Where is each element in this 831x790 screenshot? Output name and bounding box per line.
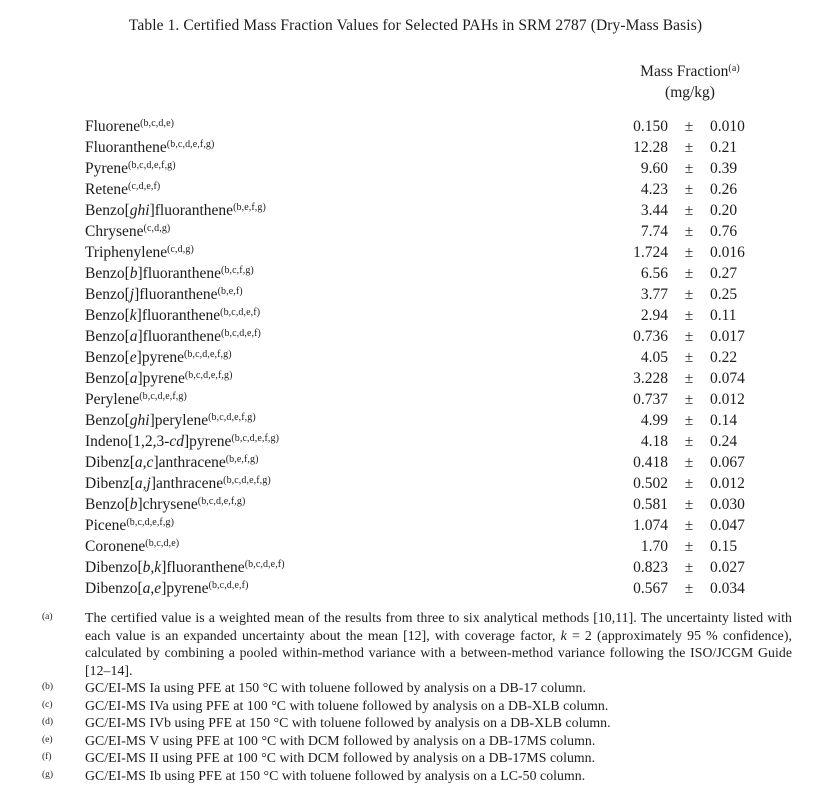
footnote-text: GC/EI-MS IVa using PFE at 100 °C with toluene followed by analysis on a DB-XLB column.	[85, 697, 609, 713]
compound-name-cell	[85, 431, 590, 452]
plus-minus-sign: ±	[684, 475, 694, 492]
compound-name: Benzo[b]fluoranthene	[85, 265, 222, 282]
plus-minus-sign: ±	[684, 202, 694, 219]
compound-name-cell	[85, 389, 590, 410]
uncertainty-value: 0.047	[710, 517, 745, 534]
compound-name-cell	[85, 557, 590, 578]
compound-name-cell	[85, 200, 590, 221]
compound-name-cell	[85, 410, 590, 431]
plus-minus-sign: ±	[684, 139, 694, 156]
plus-minus-sign: ±	[684, 580, 694, 597]
table-row	[0, 557, 831, 578]
plus-minus-sign: ±	[684, 517, 694, 534]
compound-name: Benzo[k]fluoranthene	[85, 307, 221, 324]
compound-name: Indeno[1,2,3-cd]pyrene	[85, 433, 232, 450]
footnote	[0, 767, 831, 785]
uncertainty-value: 0.20	[710, 202, 738, 219]
uncertainty-value: 0.15	[710, 538, 738, 555]
uncertainty-value: 0.76	[710, 223, 738, 240]
mass-fraction-value: 0.823	[633, 559, 668, 576]
compound-name: Dibenz[a,c]anthracene	[85, 454, 226, 471]
plus-minus-sign: ±	[684, 328, 694, 345]
compound-name-cell	[85, 494, 590, 515]
mass-fraction-value: 0.502	[633, 475, 668, 492]
uncertainty-value: 0.010	[710, 118, 745, 135]
mass-fraction-value: 1.70	[640, 538, 668, 555]
compound-name: Benzo[ghi]fluoranthene	[85, 202, 234, 219]
table-row	[0, 263, 831, 284]
compound-name-cell	[85, 158, 590, 179]
plus-minus-sign: ±	[684, 391, 694, 408]
table-row	[0, 305, 831, 326]
compound-name-cell	[85, 263, 590, 284]
compound-footnote-sup: (b,c,d,e,f)	[221, 328, 261, 339]
uncertainty-value: 0.26	[710, 181, 738, 198]
compound-footnote-sup: (b,c,d,e,f,g)	[184, 370, 233, 381]
compound-name: Benzo[a]fluoranthene	[85, 328, 222, 345]
plus-minus-sign: ±	[684, 265, 694, 282]
table-row	[0, 536, 831, 557]
footnote-text: GC/EI-MS Ia using PFE at 150 °C with toluene followed by analysis on a DB-17 column.	[85, 680, 586, 695]
column-header-label: Mass Fraction	[640, 63, 729, 80]
plus-minus-sign: ±	[684, 370, 694, 387]
footnote-marker: (a)	[42, 612, 53, 622]
table-row	[0, 473, 831, 494]
compound-name: Benzo[j]fluoranthene	[85, 286, 218, 303]
compound-name-cell	[85, 368, 590, 389]
footnotes-section	[0, 609, 831, 784]
table-row	[0, 578, 831, 599]
uncertainty-value: 0.067	[710, 454, 745, 471]
mass-fraction-value: 0.737	[633, 391, 668, 408]
plus-minus-sign: ±	[684, 286, 694, 303]
mass-fraction-value: 3.77	[640, 286, 668, 303]
compound-name-cell	[85, 473, 590, 494]
compound-footnote-sup: (b,c,d,e,f)	[244, 559, 285, 570]
uncertainty-value: 0.017	[710, 328, 745, 345]
compound-footnote-sup: (c,d,g)	[167, 244, 194, 255]
compound-name-cell	[85, 305, 590, 326]
compound-name-cell	[85, 179, 590, 200]
mass-fraction-value: 6.56	[640, 265, 668, 282]
compound-name-cell	[85, 242, 590, 263]
compound-footnote-sup: (c,d,g)	[143, 223, 171, 234]
compound-footnote-sup: (b,c,f,g)	[221, 265, 254, 276]
compound-name: Pyrene	[85, 160, 129, 177]
uncertainty-value: 0.24	[710, 433, 738, 450]
uncertainty-value: 0.012	[710, 475, 745, 492]
footnote-text: GC/EI-MS Ib using PFE at 150 °C with toluene followed by analysis on a LC-50 column.	[85, 767, 586, 783]
compound-name-cell	[85, 116, 590, 137]
footnote	[0, 714, 831, 732]
compound-name: Picene	[85, 517, 127, 534]
table-row	[0, 179, 831, 200]
uncertainty-value: 0.22	[710, 349, 738, 366]
plus-minus-sign: ±	[684, 412, 694, 429]
plus-minus-sign: ±	[684, 454, 694, 471]
uncertainty-value: 0.030	[710, 496, 745, 513]
compound-footnote-sup: (b,c,d,e,f,g)	[223, 475, 271, 486]
compound-name-cell	[85, 452, 590, 473]
compound-name: Coronene	[85, 538, 146, 555]
compound-footnote-sup: (b,c,d,e,f,g)	[197, 496, 246, 507]
table-row	[0, 410, 831, 431]
uncertainty-value: 0.27	[710, 265, 738, 282]
plus-minus-sign: ±	[684, 223, 694, 240]
footnote-marker: (c)	[42, 699, 53, 710]
mass-fraction-value: 12.28	[633, 139, 668, 156]
mass-fraction-value: 0.581	[633, 496, 668, 513]
compound-footnote-sup: (b,c,d,e,f,g)	[184, 349, 232, 360]
compound-name-cell	[85, 137, 590, 158]
compound-name: Benzo[b]chrysene	[85, 496, 198, 513]
compound-name-cell	[85, 347, 590, 368]
column-header-mass-fraction	[588, 61, 792, 103]
mass-fraction-value: 3.228	[633, 370, 668, 387]
compound-name-cell	[85, 515, 590, 536]
mass-fraction-value: 0.418	[633, 454, 668, 471]
compound-footnote-sup: (b,e,f)	[217, 286, 243, 297]
footnote-marker: (e)	[42, 734, 53, 745]
table-row	[0, 347, 831, 368]
mass-fraction-value: 7.74	[640, 223, 668, 240]
compound-name: Dibenzo[a,e]pyrene	[85, 580, 209, 597]
uncertainty-value: 0.21	[710, 139, 738, 156]
column-header-footnote-sup: (a)	[728, 63, 740, 74]
compound-footnote-sup: (b,e,f,g)	[233, 202, 266, 213]
table-row	[0, 452, 831, 473]
mass-fraction-value: 1.074	[633, 517, 668, 534]
compound-name-cell	[85, 536, 590, 557]
plus-minus-sign: ±	[684, 559, 694, 576]
table-row	[0, 494, 831, 515]
plus-minus-sign: ±	[684, 307, 694, 324]
footnote	[0, 609, 831, 679]
compound-name: Dibenzo[b,k]fluoranthene	[85, 559, 245, 576]
column-header-unit: (mg/kg)	[665, 84, 715, 101]
compound-footnote-sup: (b,c,d,e,f)	[220, 307, 261, 318]
footnote	[0, 697, 831, 715]
mass-fraction-value: 1.724	[633, 244, 668, 261]
compound-name: Chrysene	[85, 223, 144, 240]
compound-footnote-sup: (b,c,d,e,f,g)	[231, 433, 280, 444]
compound-name: Retene	[85, 181, 129, 198]
mass-fraction-value: 3.44	[640, 202, 668, 219]
compound-name: Fluoranthene	[85, 139, 167, 156]
mass-fraction-value: 0.150	[633, 118, 668, 135]
compound-name: Dibenz[a,j]anthracene	[85, 475, 224, 492]
compound-name-cell	[85, 284, 590, 305]
table-body	[0, 116, 831, 599]
compound-footnote-sup: (c,d,e,f)	[128, 181, 161, 192]
compound-name-cell	[85, 326, 590, 347]
table-row	[0, 242, 831, 263]
compound-footnote-sup: (b,c,d,e,f)	[208, 580, 249, 591]
compound-footnote-sup: (b,c,d,e,f,g)	[128, 160, 176, 171]
plus-minus-sign: ±	[684, 118, 694, 135]
compound-name: Fluorene	[85, 118, 141, 135]
mass-fraction-value: 4.99	[640, 412, 668, 429]
plus-minus-sign: ±	[684, 496, 694, 513]
table-row	[0, 515, 831, 536]
uncertainty-value: 0.14	[710, 412, 738, 429]
footnote-text: GC/EI-MS II using PFE at 100 °C with DCM followed by analysis on a DB-17MS column.	[85, 750, 596, 765]
compound-name-cell	[85, 221, 590, 242]
compound-footnote-sup: (b,c,d,e,f,g)	[166, 139, 215, 150]
table-row	[0, 221, 831, 242]
footnote-marker: (g)	[42, 769, 54, 780]
column-header-row	[0, 61, 831, 103]
mass-fraction-value: 0.567	[633, 580, 668, 597]
uncertainty-value: 0.016	[710, 244, 745, 261]
footnote	[0, 732, 831, 750]
compound-footnote-sup: (b,c,d,e,f,g)	[139, 391, 187, 402]
footnote-text: The certified value is a weighted mean of the results from three to six analytical methods [10,11]. The uncertainty listed with each value is an expanded uncertainty about the mean [12], with coverage factor, k = 2 (approximately 95 % confidence), calculated by combining a pooled within-method variance with a between-method variance following the ISO/JCGM Guide [12–14].	[85, 610, 792, 678]
table-row	[0, 200, 831, 221]
compound-footnote-sup: (b,c,d,e,f,g)	[208, 412, 256, 423]
footnote-marker: (f)	[42, 752, 52, 762]
compound-name: Benzo[e]pyrene	[85, 349, 184, 366]
plus-minus-sign: ±	[684, 349, 694, 366]
mass-fraction-value: 4.18	[640, 433, 668, 450]
footnote	[0, 749, 831, 767]
compound-name: Triphenylene	[85, 244, 168, 261]
uncertainty-value: 0.027	[710, 559, 745, 576]
compound-footnote-sup: (b,c,d,e)	[145, 538, 180, 549]
uncertainty-value: 0.39	[710, 160, 738, 177]
footnote-text: GC/EI-MS V using PFE at 100 °C with DCM followed by analysis on a DB-17MS column.	[85, 732, 596, 748]
table-row	[0, 431, 831, 452]
compound-footnote-sup: (b,c,d,e,f,g)	[126, 517, 174, 528]
plus-minus-sign: ±	[684, 181, 694, 198]
footnote-marker: (b)	[42, 682, 54, 692]
table-row	[0, 116, 831, 137]
uncertainty-value: 0.034	[710, 580, 745, 597]
uncertainty-value: 0.012	[710, 391, 745, 408]
mass-fraction-value: 9.60	[640, 160, 668, 177]
compound-name: Benzo[ghi]perylene	[85, 412, 209, 429]
compound-name-cell	[85, 578, 590, 599]
table-title: Table 1. Certified Mass Fraction Values for Selected PAHs in SRM 2787 (Dry-Mass Basis)	[128, 17, 703, 34]
footnote-text: GC/EI-MS IVb using PFE at 150 °C with toluene followed by analysis on a DB-XLB column.	[85, 715, 611, 730]
table-row	[0, 137, 831, 158]
footnote	[0, 679, 831, 697]
table-row	[0, 389, 831, 410]
footnote-marker: (d)	[42, 717, 54, 727]
plus-minus-sign: ±	[684, 244, 694, 261]
table-row	[0, 158, 831, 179]
table-row	[0, 368, 831, 389]
mass-fraction-value: 0.736	[633, 328, 668, 345]
uncertainty-value: 0.11	[710, 307, 737, 324]
table-row	[0, 326, 831, 347]
uncertainty-value: 0.074	[710, 370, 745, 387]
mass-fraction-value: 2.94	[640, 307, 668, 324]
table-row	[0, 284, 831, 305]
uncertainty-value: 0.25	[710, 286, 738, 303]
compound-name: Perylene	[85, 391, 140, 408]
mass-fraction-value: 4.05	[640, 349, 668, 366]
compound-footnote-sup: (b,c,d,e)	[140, 118, 175, 129]
plus-minus-sign: ±	[684, 433, 694, 450]
compound-name: Benzo[a]pyrene	[85, 370, 185, 387]
plus-minus-sign: ±	[684, 160, 694, 177]
mass-fraction-value: 4.23	[640, 181, 668, 198]
plus-minus-sign: ±	[684, 538, 694, 555]
compound-footnote-sup: (b,e,f,g)	[225, 454, 259, 465]
column-header-label-line	[588, 61, 792, 82]
